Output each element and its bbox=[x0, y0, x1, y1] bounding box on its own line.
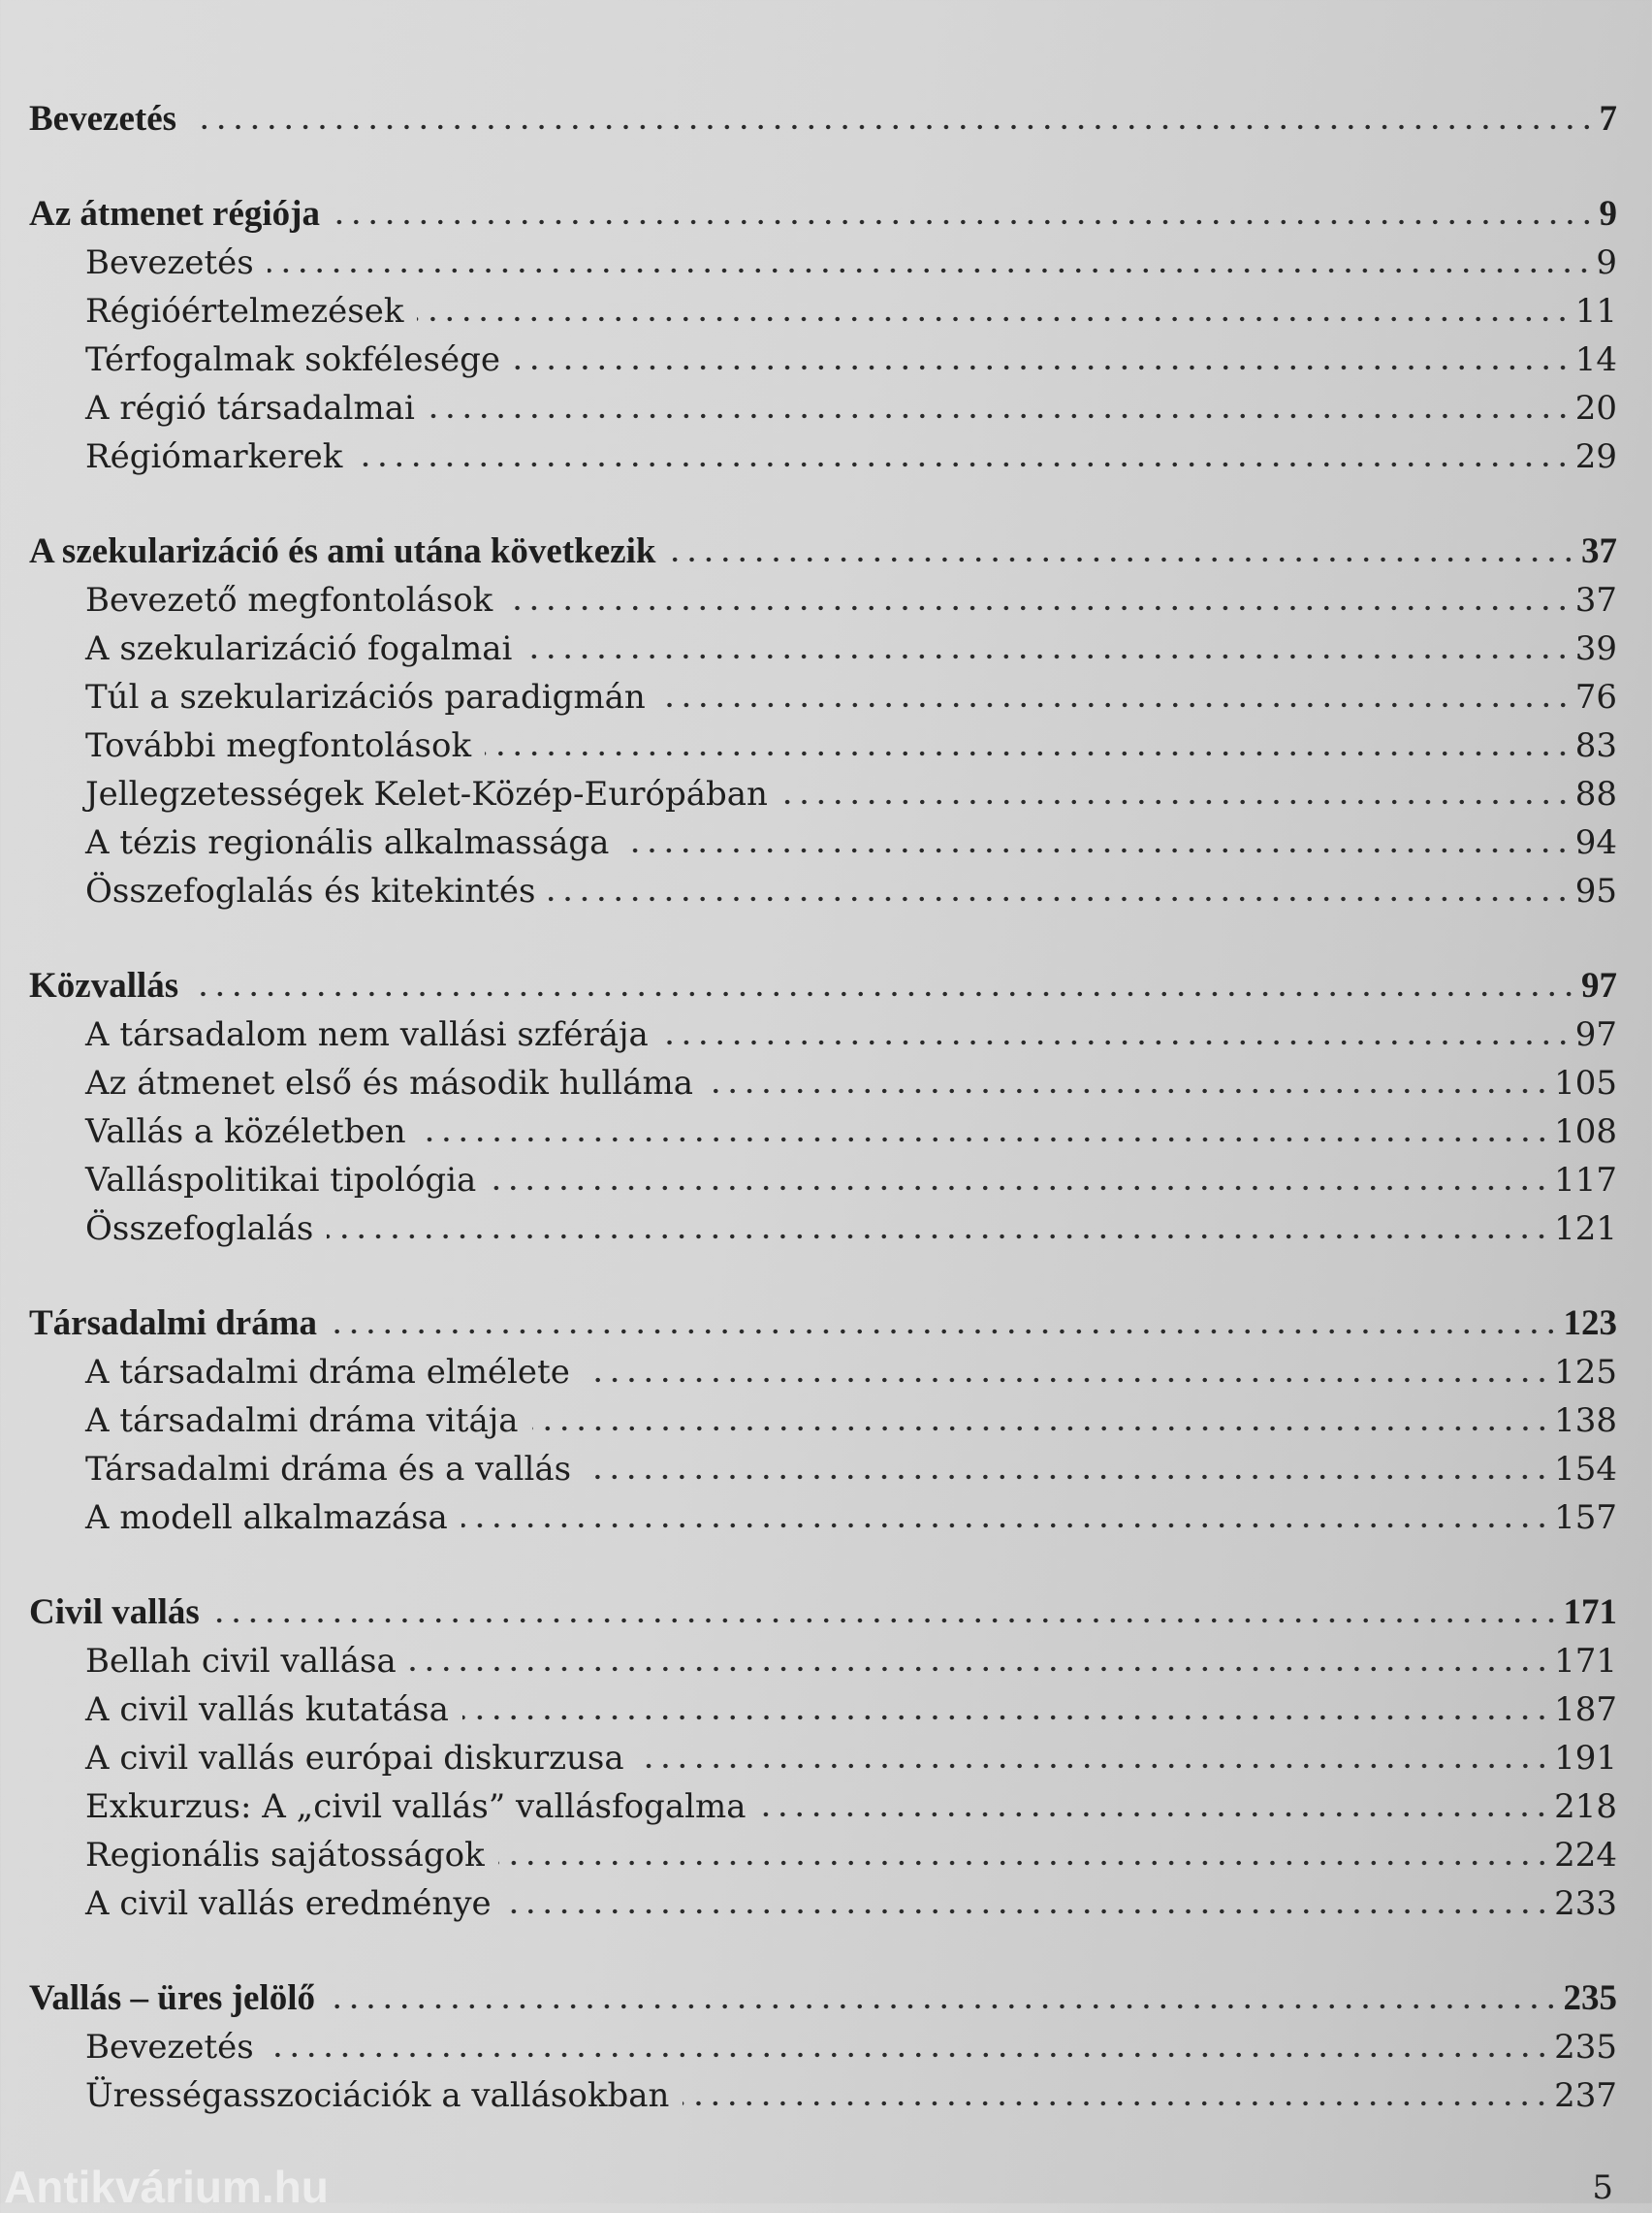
dot-leader bbox=[498, 1860, 1550, 1866]
toc-chapter bbox=[29, 1974, 1617, 2023]
entry-page: 171 bbox=[1563, 1592, 1617, 1632]
entry-page: 191 bbox=[1554, 1739, 1617, 1778]
toc-chapter bbox=[29, 1588, 1617, 1637]
entry-page: 235 bbox=[1563, 1978, 1617, 2018]
dot-leader bbox=[420, 1137, 1550, 1142]
entry-page: 14 bbox=[1574, 340, 1617, 379]
dot-leader bbox=[268, 268, 1593, 273]
dot-leader bbox=[268, 2052, 1550, 2058]
entry-title: Exkurzus: A „civil vallás” vallásfogalma bbox=[85, 1787, 747, 1826]
entry-title: Térfogalmak sokfélesége bbox=[85, 340, 500, 379]
dot-leader bbox=[327, 1234, 1550, 1239]
dot-leader bbox=[585, 1474, 1550, 1480]
entry-title: Civil vallás bbox=[29, 1592, 200, 1632]
entry-title: Az átmenet régiója bbox=[29, 194, 320, 234]
dot-leader bbox=[505, 1908, 1550, 1914]
dot-leader bbox=[669, 557, 1577, 562]
dot-leader bbox=[549, 896, 1571, 902]
dot-leader bbox=[190, 124, 1595, 130]
entry-title: A társadalmi dráma vitája bbox=[85, 1401, 519, 1440]
dot-leader bbox=[662, 1040, 1572, 1045]
dot-leader bbox=[334, 219, 1596, 225]
entry-page: 235 bbox=[1554, 2028, 1617, 2067]
toc-chapter-group bbox=[29, 528, 1617, 915]
toc-chapter-group bbox=[29, 190, 1617, 481]
dot-leader bbox=[490, 1185, 1550, 1191]
toc-chapter-group bbox=[29, 1588, 1617, 1928]
entry-title: A szekularizáció fogalmai bbox=[85, 629, 513, 668]
toc-section bbox=[29, 673, 1617, 722]
toc-section bbox=[29, 2071, 1617, 2120]
dot-leader bbox=[213, 1618, 1560, 1623]
toc-section bbox=[29, 1156, 1617, 1204]
entry-title: Bevezetés bbox=[29, 99, 177, 139]
toc-chapter bbox=[29, 1299, 1617, 1348]
toc-section bbox=[29, 1637, 1617, 1685]
entry-page: 9 bbox=[1596, 243, 1617, 282]
entry-page: 9 bbox=[1599, 194, 1617, 234]
toc-chapter-group bbox=[29, 1974, 1617, 2120]
toc-section bbox=[29, 1685, 1617, 1734]
watermark: Antikvárium.hu bbox=[4, 2162, 329, 2212]
entry-title: Régióértelmezések bbox=[85, 292, 404, 331]
entry-page: 76 bbox=[1574, 678, 1617, 717]
toc-chapter-group bbox=[29, 1299, 1617, 1542]
dot-leader bbox=[429, 413, 1572, 419]
entry-title: Bevezető megfontolások bbox=[85, 581, 493, 620]
toc-section bbox=[29, 2023, 1617, 2071]
entry-title: Összefoglalás és kitekintés bbox=[85, 872, 536, 911]
entry-page: 138 bbox=[1554, 1401, 1617, 1440]
entry-title: A társadalmi dráma elmélete bbox=[85, 1353, 570, 1392]
entry-page: 97 bbox=[1581, 966, 1617, 1006]
toc-chapter bbox=[29, 95, 1617, 144]
toc-section bbox=[29, 336, 1617, 384]
dot-leader bbox=[410, 1666, 1550, 1672]
entry-title: A tézis regionális alkalmassága bbox=[85, 823, 610, 862]
dot-leader bbox=[707, 1088, 1550, 1094]
entry-title: Bevezetés bbox=[85, 2028, 254, 2067]
dot-leader bbox=[525, 654, 1571, 659]
entry-page: 108 bbox=[1554, 1112, 1617, 1151]
toc-section bbox=[29, 1493, 1617, 1542]
dot-leader bbox=[462, 1715, 1550, 1720]
entry-page: 94 bbox=[1574, 823, 1617, 862]
entry-title: A civil vallás kutatása bbox=[85, 1690, 449, 1729]
entry-page: 37 bbox=[1581, 531, 1617, 571]
entry-page: 95 bbox=[1574, 872, 1617, 911]
entry-title: A civil vallás eredménye bbox=[85, 1884, 492, 1923]
entry-page: 83 bbox=[1574, 726, 1617, 765]
toc-section bbox=[29, 1059, 1617, 1107]
toc-section bbox=[29, 384, 1617, 433]
toc-section bbox=[29, 1107, 1617, 1156]
entry-title: Az átmenet első és második hulláma bbox=[85, 1064, 693, 1103]
toc-section bbox=[29, 433, 1617, 481]
entry-page: 7 bbox=[1599, 99, 1617, 139]
entry-title: Bevezetés bbox=[85, 243, 254, 282]
entry-page: 157 bbox=[1554, 1498, 1617, 1537]
toc-section bbox=[29, 1734, 1617, 1782]
toc-section bbox=[29, 1445, 1617, 1493]
entry-title: Összefoglalás bbox=[85, 1209, 314, 1248]
dot-leader bbox=[417, 316, 1571, 322]
dot-leader bbox=[683, 2101, 1550, 2106]
entry-page: 39 bbox=[1574, 629, 1617, 668]
dot-leader bbox=[659, 702, 1572, 708]
entry-title: Regionális sajátosságok bbox=[85, 1836, 485, 1875]
dot-leader bbox=[759, 1812, 1550, 1817]
toc-chapter bbox=[29, 528, 1617, 576]
entry-page: 125 bbox=[1554, 1353, 1617, 1392]
toc-section bbox=[29, 770, 1617, 818]
dot-leader bbox=[532, 1426, 1551, 1431]
entry-title: Túl a szekularizációs paradigmán bbox=[85, 678, 646, 717]
entry-page: 233 bbox=[1554, 1884, 1617, 1923]
toc-section bbox=[29, 1204, 1617, 1253]
entry-page: 20 bbox=[1574, 389, 1617, 428]
dot-leader bbox=[638, 1763, 1550, 1769]
entry-page: 105 bbox=[1554, 1064, 1617, 1103]
toc-section bbox=[29, 1879, 1617, 1928]
entry-page: 117 bbox=[1554, 1161, 1617, 1200]
toc-section bbox=[29, 1831, 1617, 1879]
entry-title: Ürességasszociációk a vallásokban bbox=[85, 2076, 670, 2115]
entry-page: 237 bbox=[1554, 2076, 1617, 2115]
toc-chapter-group bbox=[29, 962, 1617, 1253]
entry-page: 37 bbox=[1574, 581, 1617, 620]
entry-title: Bellah civil vallása bbox=[85, 1642, 397, 1681]
toc-chapter bbox=[29, 962, 1617, 1010]
entry-title: Vallás a közéletben bbox=[85, 1112, 406, 1151]
entry-page: 123 bbox=[1563, 1303, 1617, 1343]
dot-leader bbox=[485, 751, 1572, 756]
toc-section bbox=[29, 1010, 1617, 1059]
toc-section bbox=[29, 576, 1617, 625]
entry-page: 97 bbox=[1574, 1015, 1617, 1054]
entry-title: A modell alkalmazása bbox=[85, 1498, 448, 1537]
dot-leader bbox=[331, 1329, 1559, 1334]
entry-title: Társadalmi dráma bbox=[29, 1303, 318, 1343]
toc-section bbox=[29, 625, 1617, 673]
dot-leader bbox=[461, 1523, 1550, 1528]
table-of-contents bbox=[29, 95, 1617, 2166]
entry-title: Valláspolitikai tipológia bbox=[85, 1161, 477, 1200]
dot-leader bbox=[506, 605, 1571, 611]
entry-page: 154 bbox=[1554, 1450, 1617, 1489]
entry-title: Régiómarkerek bbox=[85, 437, 343, 476]
entry-page: 88 bbox=[1574, 775, 1617, 814]
entry-page: 121 bbox=[1554, 1209, 1617, 1248]
dot-leader bbox=[356, 462, 1571, 467]
toc-section bbox=[29, 239, 1617, 287]
entry-title: Közvallás bbox=[29, 966, 179, 1006]
toc-section bbox=[29, 722, 1617, 770]
dot-leader bbox=[584, 1377, 1550, 1383]
toc-section bbox=[29, 867, 1617, 915]
entry-page: 218 bbox=[1554, 1787, 1617, 1826]
entry-title: A társadalom nem vallási szférája bbox=[85, 1015, 649, 1054]
entry-page: 224 bbox=[1554, 1836, 1617, 1875]
entry-title: A civil vallás európai diskurzusa bbox=[85, 1739, 624, 1778]
dot-leader bbox=[622, 848, 1571, 853]
entry-page: 171 bbox=[1554, 1642, 1617, 1681]
dot-leader bbox=[192, 991, 1577, 997]
entry-title: További megfontolások bbox=[85, 726, 472, 765]
entry-page: 11 bbox=[1574, 292, 1617, 331]
dot-leader bbox=[514, 365, 1572, 370]
entry-title: Társadalmi dráma és a vallás bbox=[85, 1450, 572, 1489]
toc-chapter-group bbox=[29, 95, 1617, 144]
entry-title: Jellegzetességek Kelet-Közép-Európában bbox=[85, 775, 768, 814]
toc-section bbox=[29, 287, 1617, 336]
entry-page: 187 bbox=[1554, 1690, 1617, 1729]
entry-title: A régió társadalmai bbox=[85, 389, 415, 428]
toc-chapter bbox=[29, 190, 1617, 239]
toc-section bbox=[29, 818, 1617, 867]
toc-section bbox=[29, 1348, 1617, 1396]
entry-title: Vallás – üres jelölő bbox=[29, 1978, 315, 2018]
page-number: 5 bbox=[1592, 2168, 1613, 2207]
toc-section bbox=[29, 1782, 1617, 1831]
dot-leader bbox=[781, 799, 1572, 805]
entry-title: A szekularizáció és ami utána következik bbox=[29, 531, 656, 571]
entry-page: 29 bbox=[1574, 437, 1617, 476]
dot-leader bbox=[329, 2004, 1560, 2009]
toc-section bbox=[29, 1396, 1617, 1445]
